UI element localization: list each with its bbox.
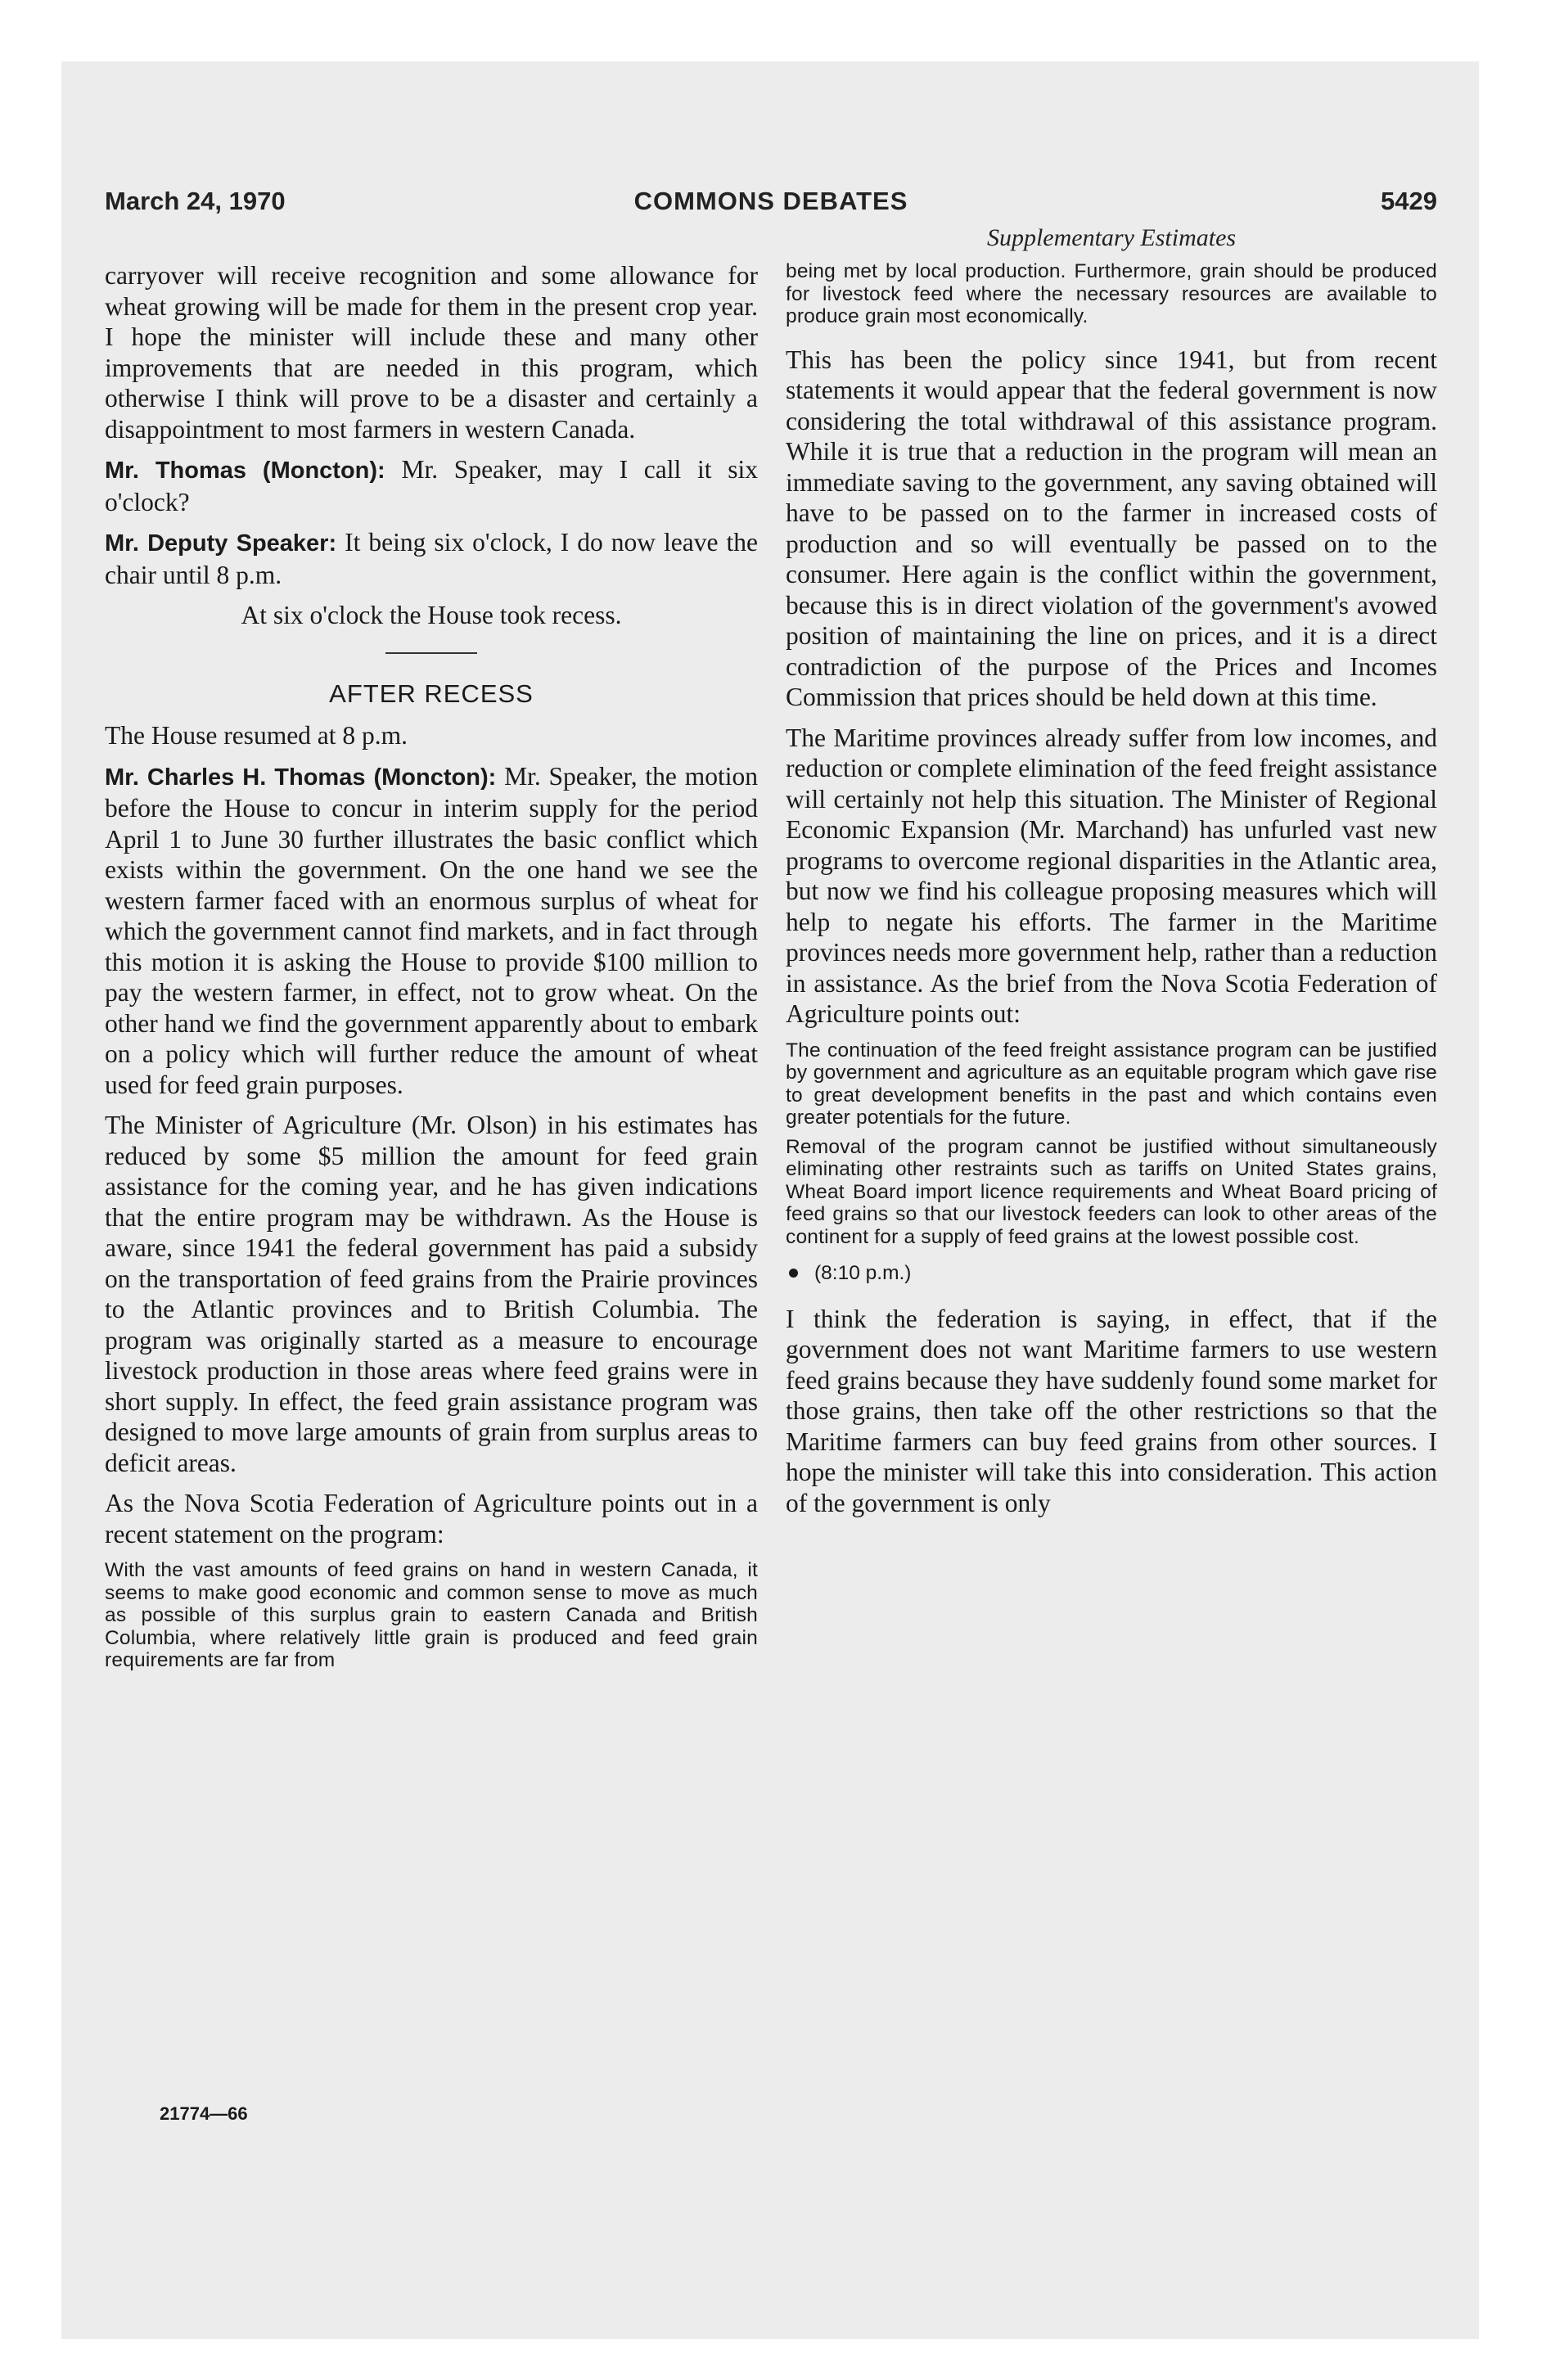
right-column [786,260,1437,1528]
page-header [105,187,1437,223]
speech-text: Mr. Speaker, the motion before the House to concur in interim supply for the period April 1 to June 30 further illustrates the basic conflict which exists within the government. On the one hand we see the western farmer faced with an enormous surplus of wheat for which the government cannot find markets, and in fact through this motion it is asking the House to provide $100 million to pay the western farmer, in effect, not to grow wheat. On the other hand we find the government apparently about to embark on a policy which will further reduce the amount of wheat used for feed grain purposes. [105,761,758,1099]
section-heading: AFTER RECESS [329,678,534,708]
paragraph: I think the federation is saying, in effect, that if the government does not want Maritime farmers to use western feed grains because they have suddenly found some market for those grains, then take off the other restrictions so that the Maritime farmers can buy feed grains from other sources. I hope the minister will take this into consideration. This action of the government is only [786,1304,1437,1517]
speaker-name: Mr. Thomas (Moncton): [105,458,385,484]
speaker-name: Mr. Deputy Speaker: [105,530,337,557]
procedural-note: At six o'clock the House took recess. [241,601,622,629]
paragraph [105,527,758,590]
footer-code: 21774—66 [160,2103,248,2124]
block-quote: The continuation of the feed freight assistance program can be justified by government and agriculture as an equitable program which gave rise to great development benefits in the past and which contains even greater potentials for the future. [786,1039,1437,1129]
header-title: COMMONS DEBATES [633,187,908,215]
bullet-icon [789,1269,798,1278]
procedural-note: The House resumed at 8 p.m. [105,721,408,750]
header-page-number: 5429 [1381,187,1437,215]
time-stamp [786,1258,1437,1289]
paragraph: The Maritime provinces already suffer from low incomes, and reduction or complete elimination of the feed freight assistance will certainly not help this situation. The Minister of Regional Economic Expansion (Mr. Marchand) has unfurled vast new programs to overcome regional disparities in the Atlantic area, but now we find his colleague proposing measures which will help to negate his efforts. The farmer in the Maritime provinces needs more government help, rather than a reduction in assistance. As the brief from the Nova Scotia Federation of Agriculture points out: [786,723,1437,1028]
paragraph: carryover will receive recognition and some allowance for wheat growing will be made for them in the present crop year. I hope the minister will include these and many other improvements that are needed in this program, which otherwise I think will prove to be a disaster and certainly a disappointment to most farmers in western Canada. [105,261,758,444]
paragraph: The Minister of Agriculture (Mr. Olson) in his estimates has reduced by some $5 million the amount for feed grain assistance for the coming year, and he has given indications that the entire program may be withdrawn. As the House is aware, since 1941 the federal government has paid a subsidy on the transportation of feed grains from the Prairie provinces to the Atlantic provinces and to British Columbia. The program was originally started as a measure to encourage livestock production in those areas where feed grains were in short supply. In effect, the feed grain assistance program was designed to move large amounts of grain from surplus areas to deficit areas. [105,1111,758,1477]
paragraph [105,761,758,1101]
left-column [105,260,758,1679]
block-quote: Removal of the program cannot be justified without simultaneously eliminating other restraints such as tariffs on United States grains, Wheat Board import licence requirements and Wheat Board pricing of feed grains so that our livestock feeders can look to other areas of the continent for a supply of feed grains at the lowest possible cost. [786,1135,1437,1248]
header-date: March 24, 1970 [105,187,286,215]
speech-text: Mr. Speaker, may I call it six o'clock? [105,455,758,516]
paragraph: This has been the policy since 1941, but from recent statements it would appear that the federal government is now considering the total withdrawal of this assistance program. While it is true that a reduction in the program will mean an immediate saving to the government, any saving obtained will have to be passed on to the farmer in increased costs of production and so will eventually be passed on to the consumer. Here again is the conflict within the government, because this is in direct violation of the government's avowed position of maintaining the line on prices, and it is a direct contradiction of the purpose of the Prices and Incomes Commission that prices should be held down at this time. [786,345,1437,711]
block-quote: being met by local production. Furthermore, grain should be produced for livestock feed where the necessary resources are available to produce grain most economically. [786,260,1437,327]
time-stamp-text: (8:10 p.m.) [814,1262,912,1284]
speech-text: It being six o'clock, I do now leave the chair until 8 p.m. [105,528,758,589]
divider [385,652,477,654]
section-subtitle: Supplementary Estimates [986,224,1237,251]
block-quote: With the vast amounts of feed grains on hand in western Canada, it seems to make good economic and common sense to move as much as possible of this surplus grain to eastern Canada and British Columbia, where relatively little grain is produced and feed grain requirements are far from [105,1559,758,1671]
paragraph: As the Nova Scotia Federation of Agriculture points out in a recent statement on the program: [105,1489,758,1548]
paragraph [105,454,758,517]
speaker-name: Mr. Charles H. Thomas (Moncton): [105,764,497,791]
